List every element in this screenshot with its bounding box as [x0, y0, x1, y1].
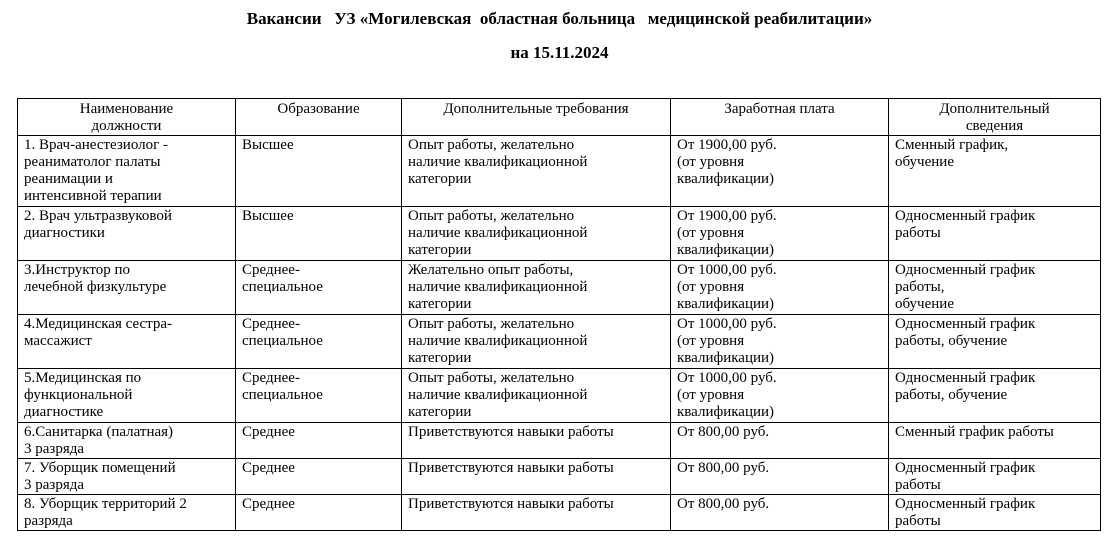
cell-requirements: Опыт работы, желательно наличие квалификационной категории [402, 207, 671, 261]
cell-education: Среднее- специальное [236, 315, 402, 369]
table-row [18, 495, 1101, 531]
column-header-salary: Заработная плата [671, 99, 889, 136]
table-row [18, 315, 1101, 369]
table-row [18, 207, 1101, 261]
cell-position: 4.Медицинская сестра- массажист [18, 315, 236, 369]
column-header-requirements: Дополнительные требования [402, 99, 671, 136]
cell-requirements: Приветствуются навыки работы [402, 495, 671, 531]
cell-salary: От 1000,00 руб. (от уровня квалификации) [671, 369, 889, 423]
cell-requirements: Опыт работы, желательно наличие квалификационной категории [402, 315, 671, 369]
column-header-position: Наименование должности [18, 99, 236, 136]
cell-salary: От 800,00 руб. [671, 495, 889, 531]
cell-position: 3.Инструктор по лечебной физкультуре [18, 261, 236, 315]
cell-salary: От 1900,00 руб. (от уровня квалификации) [671, 136, 889, 207]
cell-extra: Односменный график работы, обучение [889, 369, 1101, 423]
cell-extra: Односменный график работы, обучение [889, 315, 1101, 369]
cell-requirements: Желательно опыт работы, наличие квалификационной категории [402, 261, 671, 315]
document-date: на 15.11.2024 [510, 43, 609, 62]
cell-extra: Односменный график работы, обучение [889, 261, 1101, 315]
cell-extra: Односменный график работы [889, 459, 1101, 495]
cell-requirements: Приветствуются навыки работы [402, 459, 671, 495]
cell-position: 2. Врач ультразвуковой диагностики [18, 207, 236, 261]
cell-salary: От 1900,00 руб. (от уровня квалификации) [671, 207, 889, 261]
cell-requirements: Опыт работы, желательно наличие квалификационной категории [402, 369, 671, 423]
vacancies-table [17, 98, 1101, 531]
table-row [18, 261, 1101, 315]
table-header-row [18, 99, 1101, 136]
cell-requirements: Приветствуются навыки работы [402, 423, 671, 459]
cell-education: Высшее [236, 207, 402, 261]
cell-education: Среднее- специальное [236, 261, 402, 315]
cell-extra: Сменный график, обучение [889, 136, 1101, 207]
table-row [18, 369, 1101, 423]
table-row [18, 136, 1101, 207]
column-header-extra: Дополнительный сведения [889, 99, 1101, 136]
cell-education: Среднее- специальное [236, 369, 402, 423]
cell-salary: От 800,00 руб. [671, 423, 889, 459]
cell-salary: От 1000,00 руб. (от уровня квалификации) [671, 261, 889, 315]
cell-extra: Односменный график работы [889, 495, 1101, 531]
document-title: Вакансии УЗ «Могилевская областная больница медицинской реабилитации» [246, 9, 873, 28]
table-row [18, 423, 1101, 459]
cell-education: Высшее [236, 136, 402, 207]
cell-requirements: Опыт работы, желательно наличие квалификационной категории [402, 136, 671, 207]
cell-salary: От 800,00 руб. [671, 459, 889, 495]
cell-position: 8. Уборщик территорий 2 разряда [18, 495, 236, 531]
cell-position: 6.Санитарка (палатная) 3 разряда [18, 423, 236, 459]
cell-position: 1. Врач-анестезиолог - реаниматолог палаты реанимации и интенсивной терапии [18, 136, 236, 207]
cell-extra: Односменный график работы [889, 207, 1101, 261]
table-row [18, 459, 1101, 495]
cell-position: 5.Медицинская по функциональной диагностике [18, 369, 236, 423]
cell-education: Среднее [236, 495, 402, 531]
cell-education: Среднее [236, 459, 402, 495]
cell-salary: От 1000,00 руб. (от уровня квалификации) [671, 315, 889, 369]
cell-education: Среднее [236, 423, 402, 459]
cell-position: 7. Уборщик помещений 3 разряда [18, 459, 236, 495]
column-header-education: Образование [236, 99, 402, 136]
cell-extra: Сменный график работы [889, 423, 1101, 459]
